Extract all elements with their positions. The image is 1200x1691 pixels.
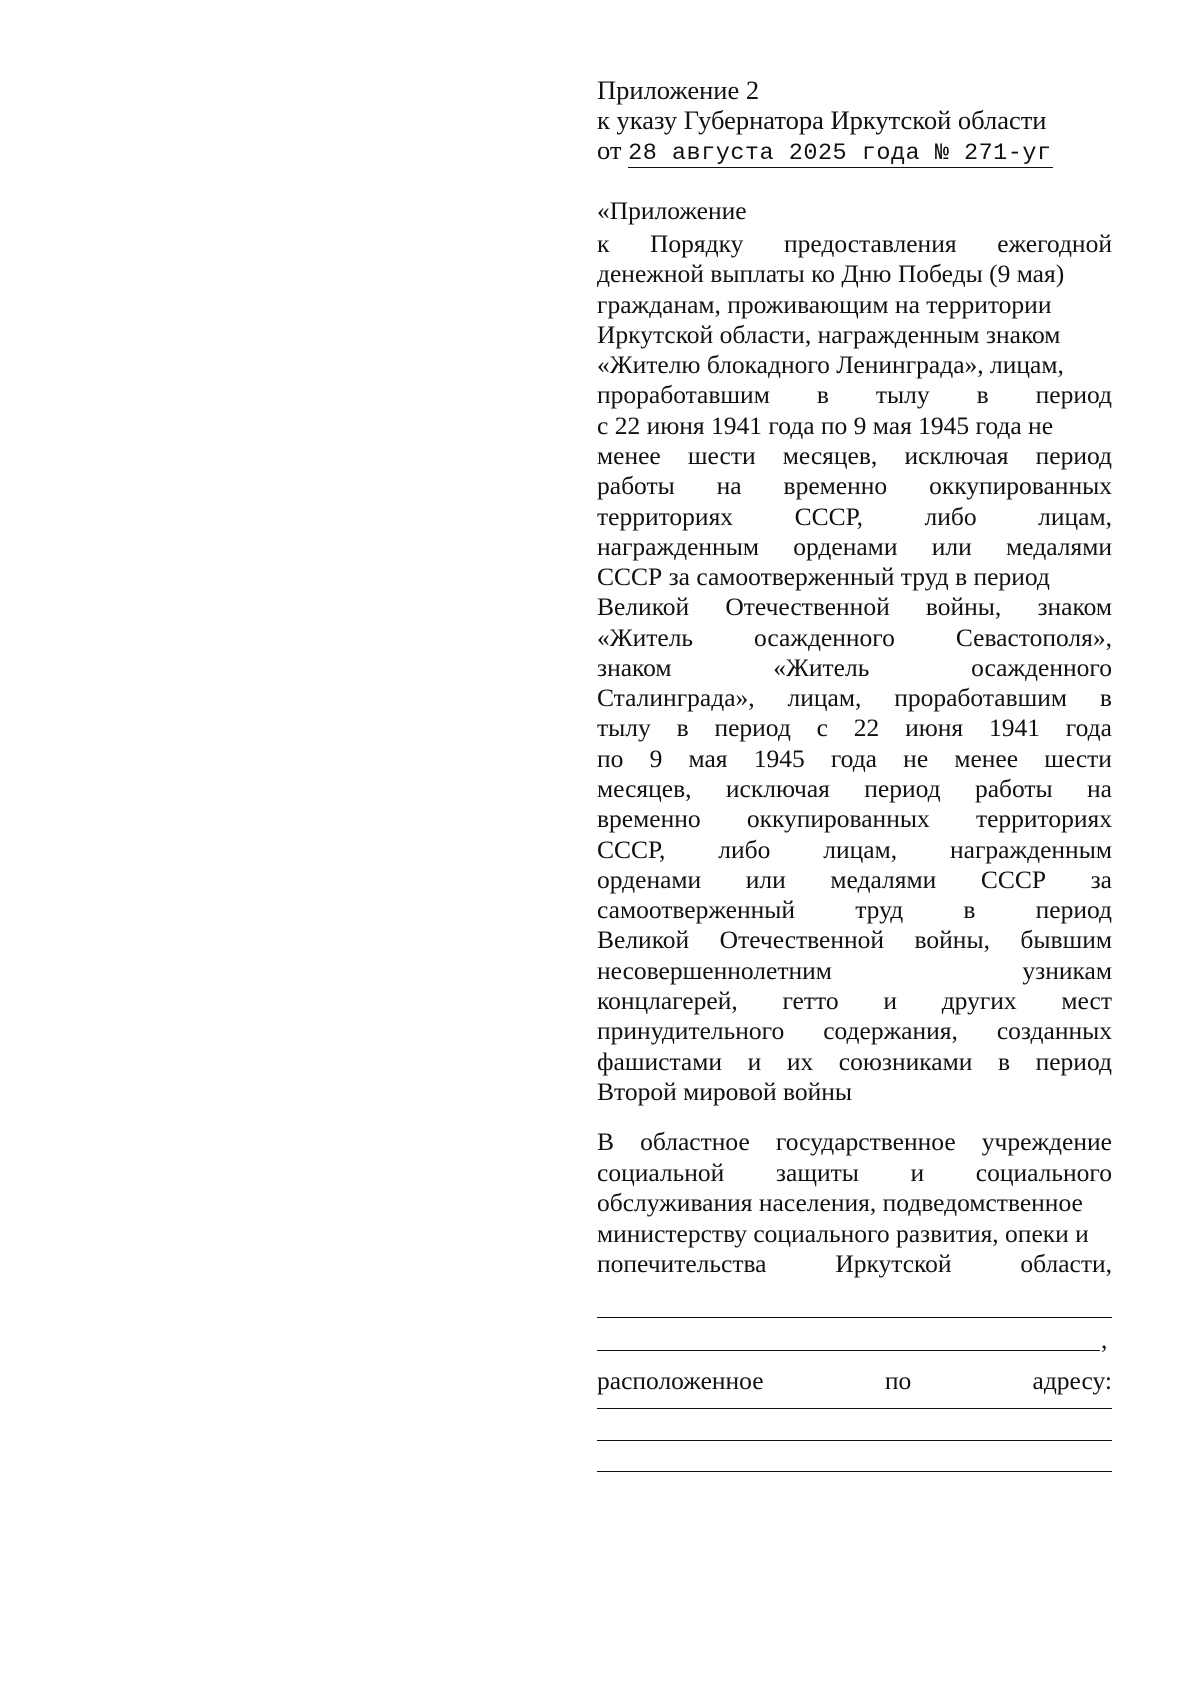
text-word: или <box>745 864 786 894</box>
text-word: ежегодной <box>997 229 1112 258</box>
appendix-line-15 <box>597 651 1112 684</box>
text-word: областное <box>640 1127 750 1156</box>
appendix-number: Приложение 2 <box>597 75 760 105</box>
address-label <box>597 1364 1112 1397</box>
text-word: союзниками <box>838 1046 973 1076</box>
text-word: созданных <box>996 1016 1112 1046</box>
text-word: мая <box>688 743 728 773</box>
text-word: предоставления <box>783 229 957 258</box>
text-word: проработавшим <box>597 380 770 410</box>
addressee-line-1 <box>597 1125 1112 1158</box>
addressee-line-3 <box>597 1186 1112 1219</box>
text-word: орденами <box>793 531 898 561</box>
text-word: денежной выплаты ко Дню Победы (9 мая) <box>597 259 1065 289</box>
text-word: медалями <box>830 864 937 894</box>
text-word: период <box>1035 1046 1112 1076</box>
text-word: их <box>786 1046 814 1076</box>
text-word: «Жителю блокадного Ленинграда», лицам, <box>597 350 1064 380</box>
text-word: осажденного <box>971 652 1112 682</box>
text-word: работы <box>597 471 675 501</box>
appendix-line-29 <box>597 1075 1112 1108</box>
addressee-line-5 <box>597 1247 1112 1280</box>
text-word: защиты <box>775 1157 859 1187</box>
text-word: министерству социального развития, опеки и <box>597 1218 1089 1248</box>
text-word: попечительства <box>597 1249 767 1278</box>
text-word: шести <box>1044 743 1112 773</box>
appendix-line-13 <box>597 590 1112 623</box>
text-word: награжденным <box>597 531 759 561</box>
text-word: либо <box>924 501 977 531</box>
text-word: период <box>1035 895 1112 925</box>
blank-line-2 <box>597 1350 1100 1351</box>
text-word: СССР <box>980 864 1047 894</box>
text-word: других <box>941 986 1017 1015</box>
appendix-line-12 <box>597 560 1112 593</box>
text-word: июня <box>905 713 964 743</box>
text-word: адресу: <box>1032 1366 1112 1395</box>
text-word: месяцев, <box>597 774 692 804</box>
appendix-line-10 <box>597 500 1112 533</box>
text-word: территориях <box>597 501 734 531</box>
text-word: самоотверженный <box>597 895 796 925</box>
text-word: проработавшим <box>894 683 1068 713</box>
text-word: В <box>597 1127 615 1156</box>
appendix-line-25 <box>597 954 1112 987</box>
text-word: период <box>864 774 941 804</box>
text-word: социальной <box>597 1157 725 1187</box>
text-word: по <box>884 1366 912 1395</box>
text-word: временно <box>597 804 701 834</box>
text-word: шести <box>687 440 756 470</box>
appendix-line-26 <box>597 984 1112 1017</box>
text-word: и <box>910 1157 925 1187</box>
appendix-line-28 <box>597 1045 1112 1078</box>
text-word: оккупированных <box>746 804 930 834</box>
text-word: знаком <box>597 652 672 682</box>
text-word: расположенное <box>597 1366 764 1395</box>
text-word: 9 <box>649 743 663 773</box>
decree-date-number: 28 августа 2025 года № 271-уг <box>628 140 1052 167</box>
text-word: года <box>1065 713 1112 743</box>
text-word: 22 <box>853 713 880 743</box>
text-word: исключая <box>725 774 830 804</box>
text-word: к <box>597 229 610 258</box>
text-word: «Житель <box>773 652 870 682</box>
text-word: в <box>676 713 689 743</box>
text-word: Иркутской области, награжденным знаком <box>597 319 1061 349</box>
text-word: 1941 <box>988 713 1040 743</box>
text-word: Сталинграда», <box>597 683 755 713</box>
text-word: месяцев, <box>782 440 878 470</box>
address-line-3 <box>597 1471 1112 1472</box>
text-word: лицам, <box>787 683 862 713</box>
appendix-line-20 <box>597 802 1112 835</box>
text-word: Второй мировой войны <box>597 1076 853 1106</box>
text-word: и <box>883 986 897 1015</box>
address-line-1 <box>597 1408 1112 1409</box>
text-word: лицам, <box>823 834 898 864</box>
blank-line-comma: , <box>1101 1325 1108 1354</box>
text-word: период <box>1035 380 1112 410</box>
decree-date-line <box>597 134 1112 168</box>
text-word: принудительного <box>597 1016 785 1046</box>
text-word: и <box>747 1046 762 1076</box>
text-word: содержания, <box>823 1016 958 1046</box>
text-word: лицам, <box>1038 501 1112 531</box>
addressee-line-4 <box>597 1217 1112 1250</box>
text-word: либо <box>718 834 771 864</box>
text-word: менее <box>597 440 661 470</box>
date-prefix: от <box>597 135 622 165</box>
text-word: за <box>1090 864 1112 894</box>
text-word: в <box>976 380 989 410</box>
text-word: гетто <box>782 986 839 1015</box>
text-word: территориях <box>975 804 1112 834</box>
text-word: фашистами <box>597 1046 722 1076</box>
text-word: СССР за самоотверженный труд в период <box>597 562 1050 592</box>
text-word: оккупированных <box>929 471 1112 501</box>
text-word: Великой <box>597 925 690 955</box>
text-word: СССР, <box>794 501 863 531</box>
text-word: с 22 июня 1941 года по 9 мая 1945 года не <box>597 410 1054 440</box>
text-word: года <box>830 743 877 773</box>
text-word: концлагерей, <box>597 986 738 1015</box>
text-word: бывшим <box>1020 925 1112 955</box>
text-word: знаком <box>1037 592 1112 622</box>
appendix-line-17 <box>597 711 1112 744</box>
appendix-line-3 <box>597 288 1112 321</box>
appendix-line-23 <box>597 893 1112 926</box>
appendix-line-4 <box>597 318 1112 351</box>
appendix-line-27 <box>597 1014 1112 1047</box>
appendix-line-24 <box>597 923 1112 956</box>
text-word: исключая <box>904 440 1009 470</box>
text-word: Отечественной <box>719 925 885 955</box>
text-word: в <box>816 380 829 410</box>
text-word: медалями <box>1006 531 1112 561</box>
text-word: награжденным <box>950 834 1112 864</box>
text-word: на <box>716 471 742 501</box>
text-word: мест <box>1061 986 1112 1015</box>
text-word: социального <box>975 1157 1112 1187</box>
text-word: учреждение <box>981 1127 1112 1156</box>
appendix-title: «Приложение <box>597 196 747 225</box>
appendix-line-8 <box>597 439 1112 472</box>
text-word: период <box>1035 440 1112 470</box>
appendix-line-9 <box>597 469 1112 502</box>
text-word: войны, <box>914 925 990 955</box>
appendix-line-14 <box>597 621 1112 654</box>
text-word: государственное <box>775 1127 956 1156</box>
text-word: временно <box>783 471 888 501</box>
appendix-line-22 <box>597 863 1112 896</box>
appendix-line-6 <box>597 378 1112 411</box>
text-word: не <box>903 743 929 773</box>
text-word: области, <box>1020 1249 1112 1278</box>
text-word: в <box>1099 683 1112 713</box>
appendix-line-7 <box>597 409 1112 442</box>
text-word: тылу <box>597 713 651 743</box>
text-word: в <box>963 895 976 925</box>
text-word: по <box>597 743 624 773</box>
decree-reference: к указу Губернатора Иркутской области <box>597 105 1047 135</box>
text-word: с <box>816 713 828 743</box>
text-word: орденами <box>597 864 702 894</box>
blank-line-1 <box>597 1317 1112 1318</box>
appendix-line-18 <box>597 742 1112 775</box>
text-word: осажденного <box>754 622 895 652</box>
text-word: несовершеннолетним <box>597 955 832 985</box>
text-word: узникам <box>1022 955 1112 985</box>
text-word: менее <box>954 743 1019 773</box>
text-word: труд <box>855 895 904 925</box>
text-word: или <box>931 531 972 561</box>
text-word: Великой <box>597 592 690 622</box>
appendix-line-5 <box>597 348 1112 381</box>
text-word: Отечественной <box>725 592 890 622</box>
text-word: 1945 <box>753 743 805 773</box>
text-word: период <box>714 713 791 743</box>
text-word: в <box>997 1046 1011 1076</box>
text-word: Иркутской <box>835 1249 952 1278</box>
appendix-line-2 <box>597 257 1112 290</box>
address-line-2 <box>597 1440 1112 1441</box>
text-word: Порядку <box>649 229 744 258</box>
text-word: войны, <box>925 592 1002 622</box>
appendix-line-19 <box>597 772 1112 805</box>
text-word: обслуживания населения, подведомственное <box>597 1188 1083 1217</box>
text-word: на <box>1087 774 1112 804</box>
appendix-line-1 <box>597 227 1112 260</box>
addressee-line-2 <box>597 1156 1112 1189</box>
text-word: «Житель <box>597 622 694 652</box>
appendix-line-16 <box>597 681 1112 714</box>
text-word: Севастополя», <box>955 622 1112 652</box>
text-word: работы <box>974 774 1053 804</box>
text-word: СССР, <box>597 834 666 864</box>
appendix-line-21 <box>597 833 1112 866</box>
text-word: гражданам, проживающим на территории <box>597 289 1052 319</box>
text-word: тылу <box>875 380 930 410</box>
appendix-line-11 <box>597 530 1112 563</box>
